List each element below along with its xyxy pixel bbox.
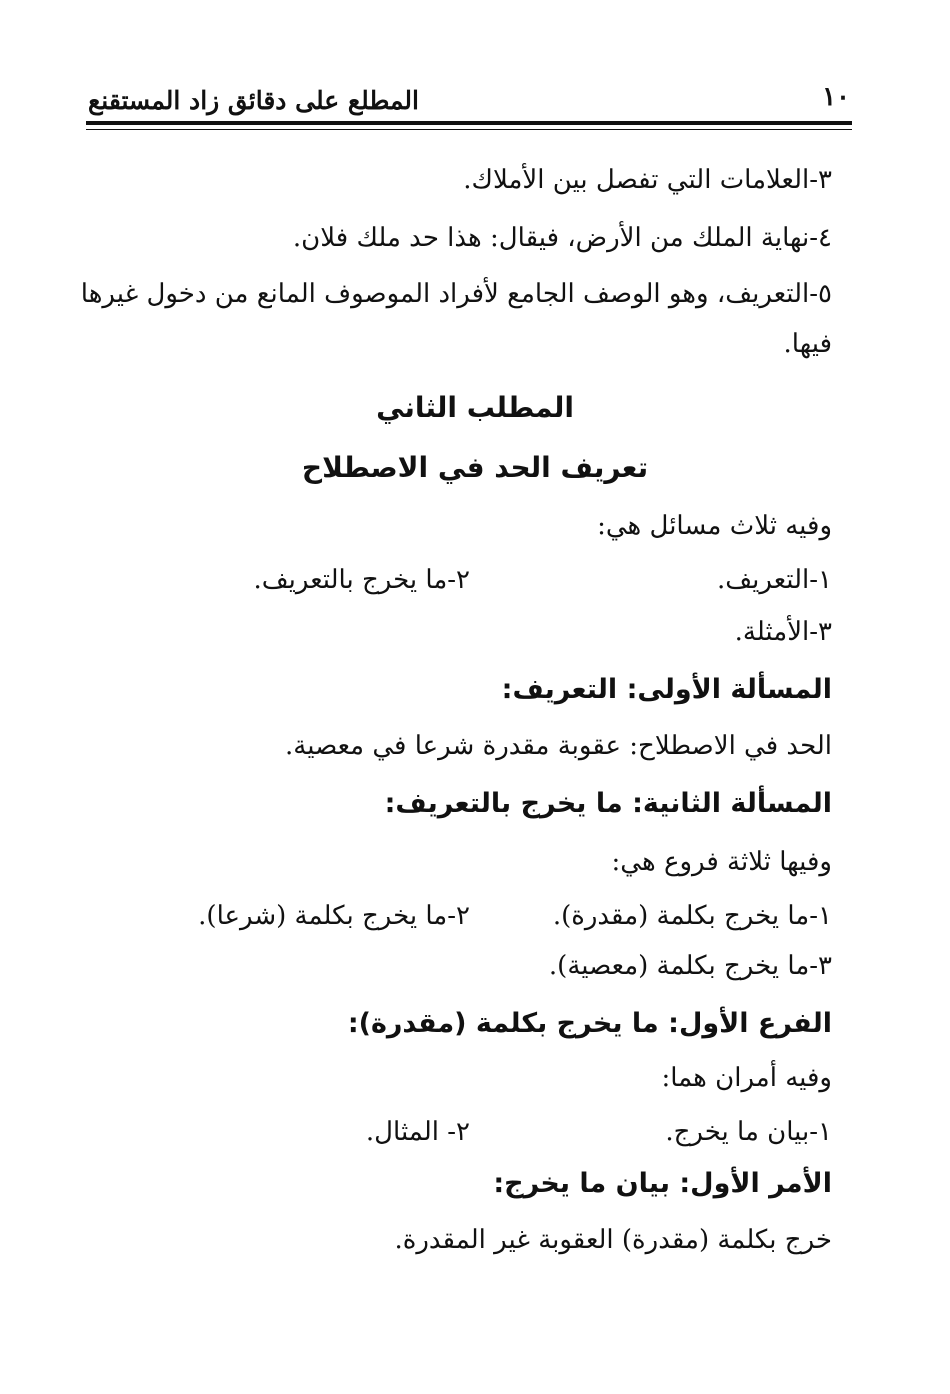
issue-list-item-3: ٣-الأمثلة.: [734, 617, 832, 647]
list-item-definition-line1: ٥-التعريف، وهو الوصف الجامع لأفراد الموصوف المانع من دخول غيرها: [80, 279, 832, 309]
header-rule-thin: [86, 129, 852, 130]
list-item-land-limit: ٤-نهاية الملك من الأرض، فيقال: هذا حد ملك فلان.: [292, 223, 832, 253]
list-item-boundaries: ٣-العلامات التي تفصل بين الأملاك.: [463, 165, 832, 195]
section-subtitle: تعريف الحد في الاصطلاح: [301, 451, 649, 484]
branch1-intro: وفيه أمران هما:: [661, 1063, 832, 1093]
branch-list-item-3: ٣-ما يخرج بكلمة (معصية).: [548, 951, 832, 981]
issue2-intro: وفيها ثلاثة فروع هي:: [611, 847, 832, 877]
matter1-text: خرج بكلمة (مقدرة) العقوبة غير المقدرة.: [394, 1225, 832, 1255]
matter-list-item-2: ٢- المثال.: [365, 1117, 470, 1147]
header-rule-thick: [86, 121, 852, 125]
branch-list-item-2: ٢-ما يخرج بكلمة (شرعا).: [198, 901, 470, 931]
issues-intro: وفيه ثلاث مسائل هي:: [597, 511, 832, 541]
branch-list-item-1: ١-ما يخرج بكلمة (مقدرة).: [552, 901, 832, 931]
matter-list-item-1: ١-بيان ما يخرج.: [665, 1117, 832, 1147]
issue2-heading: المسألة الثانية: ما يخرج بالتعريف:: [384, 788, 832, 819]
running-title: المطلع على دقائق زاد المستقنع: [88, 86, 419, 115]
issue1-heading: المسألة الأولى: التعريف:: [501, 674, 832, 705]
list-item-definition-line2: فيها.: [783, 329, 832, 359]
section-title: المطلب الثاني: [376, 391, 574, 424]
page-number: ١٠: [822, 82, 850, 112]
matter1-heading: الأمر الأول: بيان ما يخرج:: [493, 1168, 832, 1199]
branch1-heading: الفرع الأول: ما يخرج بكلمة (مقدرة):: [347, 1008, 832, 1039]
issue-list-item-1: ١-التعريف.: [716, 565, 832, 595]
issue-list-item-2: ٢-ما يخرج بالتعريف.: [253, 565, 470, 595]
issue1-text: الحد في الاصطلاح: عقوبة مقدرة شرعا في معصية.: [285, 731, 832, 761]
page-header: [88, 82, 850, 122]
